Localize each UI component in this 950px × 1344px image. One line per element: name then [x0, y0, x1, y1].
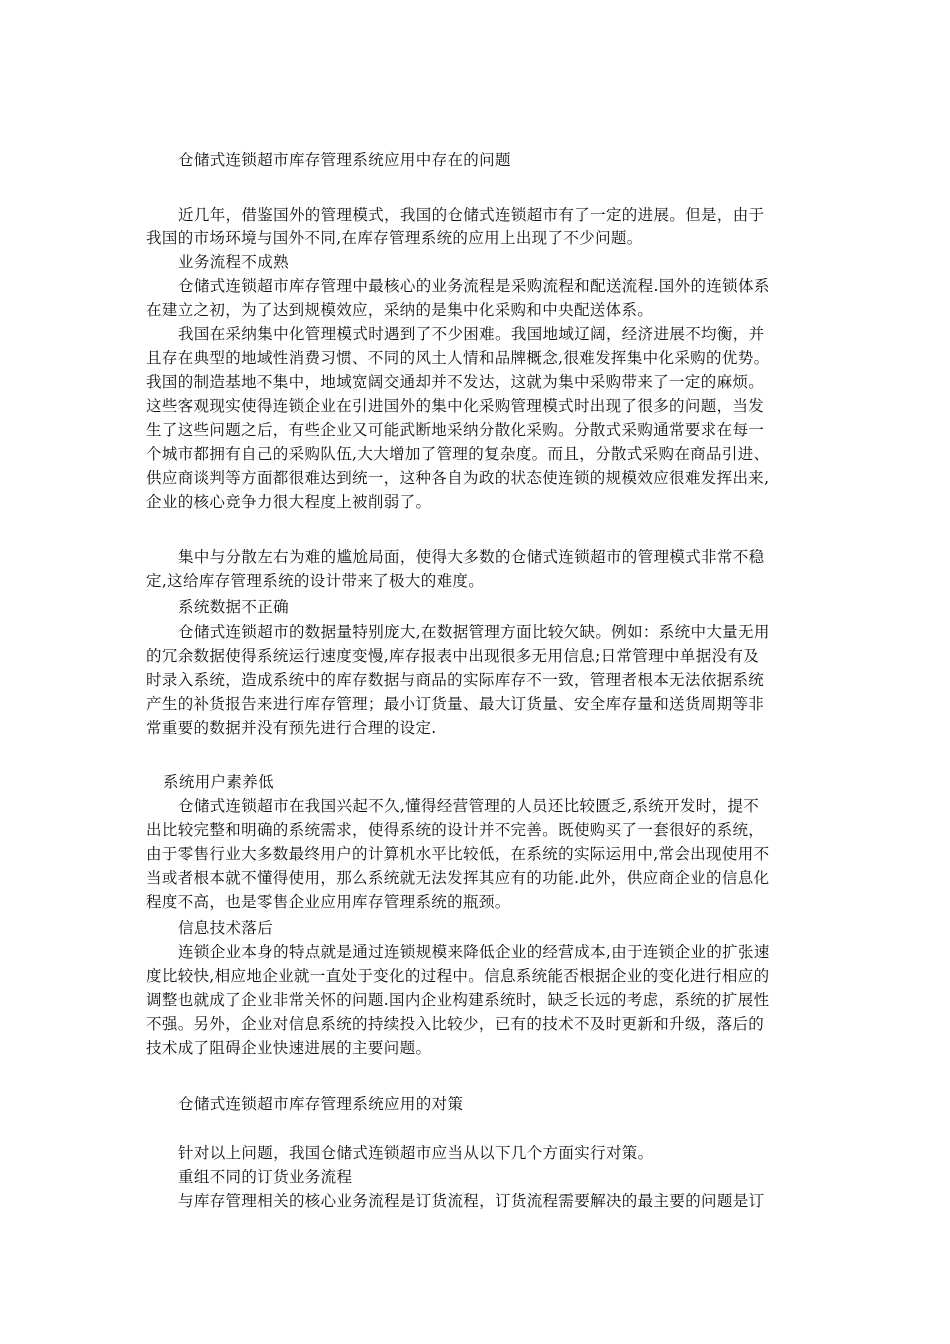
paragraph-line: 针对以上问题，我国仓储式连锁超市应当从以下几个方面实行对策。 [178, 1144, 654, 1162]
subsection-heading: 系统用户素养低 [163, 773, 274, 791]
paragraph-line: 定,这给库存管理系统的设计带来了极大的难度。 [146, 572, 485, 590]
paragraph-line: 生了这些问题之后，有些企业又可能武断地采纳分散化采购。分散式采购通常要求在每一 [146, 421, 765, 439]
section-title: 仓储式连锁超市库存管理系统应用中存在的问题 [178, 151, 511, 169]
paragraph-line: 由于零售行业大多数最终用户的计算机水平比较低，在系统的实际运用中,常会出现使用不 [146, 845, 770, 863]
paragraph-line: 近几年，借鉴国外的管理模式，我国的仓储式连锁超市有了一定的进展。但是，由于 [178, 206, 765, 224]
paragraph-line: 在建立之初，为了达到规模效应，采纳的是集中化采购和中央配送体系。 [146, 301, 654, 319]
paragraph-line: 的冗余数据使得系统运行速度变慢,库存报表中出现很多无用信息;日常管理中单据没有及 [146, 647, 760, 665]
section-title: 仓储式连锁超市库存管理系统应用的对策 [178, 1095, 464, 1113]
paragraph-line: 我国在采纳集中化管理模式时遇到了不少困难。我国地域辽阔，经济进展不均衡，并 [178, 325, 765, 343]
paragraph-line: 出比较完整和明确的系统需求，使得系统的设计并不完善。既使购买了一套很好的系统， [146, 821, 765, 839]
subsection-heading: 业务流程不成熟 [178, 253, 289, 271]
paragraph-line: 与库存管理相关的核心业务流程是订货流程，订货流程需要解决的最主要的问题是订 [178, 1192, 765, 1210]
paragraph-line: 仓储式连锁超市的数据量特别庞大,在数据管理方面比较欠缺。例如：系统中大量无用 [178, 623, 770, 641]
paragraph-line: 这些客观现实使得连锁企业在引进国外的集中化采购管理模式时出现了很多的问题，当发 [146, 397, 765, 415]
paragraph-line: 且存在典型的地域性消费习惯、不同的风土人情和品牌概念,很难发挥集中化采购的优势。 [146, 349, 770, 367]
paragraph-line: 当或者根本就不懂得使用，那么系统就无法发挥其应有的功能.此外，供应商企业的信息化 [146, 869, 770, 887]
paragraph-line: 度比较快,相应地企业就一直处于变化的过程中。信息系统能否根据企业的变化进行相应的 [146, 967, 770, 985]
paragraph-line: 个城市都拥有自己的采购队伍,大大增加了管理的复杂度。而且，分散式采购在商品引进、 [146, 445, 770, 463]
paragraph-line: 调整也就成了企业非常关怀的问题.国内企业构建系统时，缺乏长远的考虑，系统的扩展性 [146, 991, 770, 1009]
paragraph-line: 供应商谈判等方面都很难达到统一，这种各自为政的状态使连锁的规模效应很难发挥出来, [146, 469, 770, 487]
paragraph-line: 连锁企业本身的特点就是通过连锁规模来降低企业的经营成本,由于连锁企业的扩张速 [178, 943, 770, 961]
paragraph-line: 不强。另外，企业对信息系统的持续投入比较少，已有的技术不及时更新和升级，落后的 [146, 1015, 765, 1033]
subsection-heading: 重组不同的订货业务流程 [178, 1168, 353, 1186]
paragraph-line: 程度不高，也是零售企业应用库存管理系统的瓶颈。 [146, 893, 511, 911]
paragraph-line: 常重要的数据并没有预先进行合理的设定. [146, 719, 437, 737]
paragraph-line: 集中与分散左右为难的尴尬局面，使得大多数的仓储式连锁超市的管理模式非常不稳 [178, 548, 765, 566]
subsection-heading: 系统数据不正确 [178, 598, 289, 616]
paragraph-line: 时录入系统，造成系统中的库存数据与商品的实际库存不一致，管理者根本无法依据系统 [146, 671, 765, 689]
paragraph-line: 我国的制造基地不集中，地域宽阔交通却并不发达，这就为集中采购带来了一定的麻烦。 [146, 373, 765, 391]
paragraph-line: 仓储式连锁超市库存管理中最核心的业务流程是采购流程和配送流程.国外的连锁体系 [178, 277, 770, 295]
paragraph-line: 技术成了阻碍企业快速进展的主要问题。 [146, 1039, 432, 1057]
paragraph-line: 产生的补货报告来进行库存管理；最小订货量、最大订货量、安全库存量和送货周期等非 [146, 695, 765, 713]
subsection-heading: 信息技术落后 [178, 919, 274, 937]
paragraph-line: 企业的核心竞争力很大程度上被削弱了。 [146, 493, 432, 511]
paragraph-line: 仓储式连锁超市在我国兴起不久,懂得经营管理的人员还比较匮乏,系统开发时，提不 [178, 797, 760, 815]
paragraph-line: 我国的市场环境与国外不同,在库存管理系统的应用上出现了不少问题。 [146, 229, 643, 247]
